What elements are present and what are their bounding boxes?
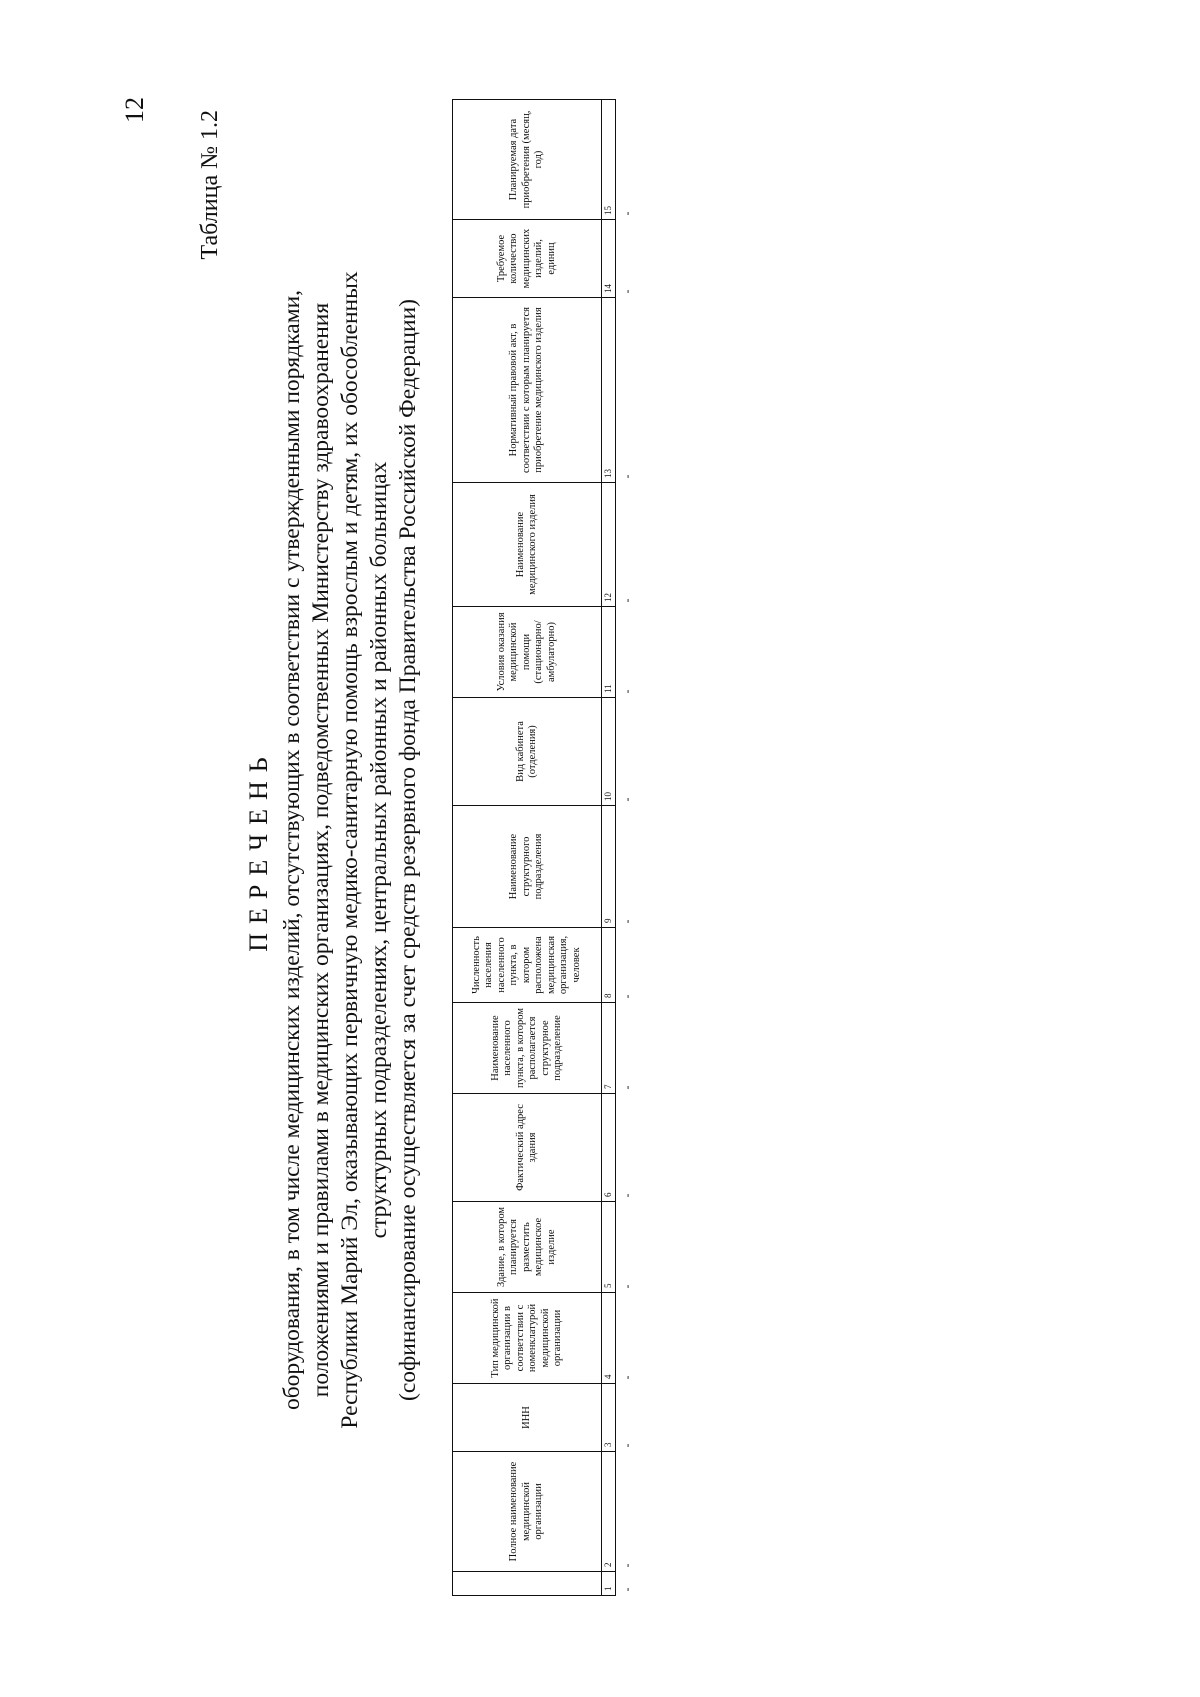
- header-cell: Фактический адрес здания: [453, 1094, 602, 1202]
- subtitle-line: (софинансирование осуществляется за счет средств резервного фонда Правительства Российской Федерации): [395, 299, 421, 1401]
- table-cell: -: [619, 994, 634, 999]
- column-number-cell: 8: [602, 928, 616, 1003]
- landscape-content: [190, 70, 660, 1630]
- table-cell: -: [619, 919, 634, 924]
- column-number-cell: 5: [602, 1202, 616, 1293]
- header-cell: Вид кабинета (отделения): [453, 698, 602, 806]
- table-cell: -: [619, 1375, 634, 1380]
- subtitle-line: Республики Марий Эл, оказывающих первичную медико-санитарную помощь взрослым и детям, их обособленных: [337, 271, 363, 1429]
- column-number-cell: 10: [602, 698, 616, 806]
- header-cell: Наименование медицинского изделия: [453, 483, 602, 607]
- column-number-cell: 11: [602, 607, 616, 698]
- page-number: 12: [120, 97, 149, 123]
- document-subtitle: [278, 70, 423, 1630]
- subtitle-line: положениями и правилами в медицинских организациях, подведомственных Министерству здравоохранения: [308, 302, 334, 1398]
- column-number-cell: 3: [602, 1384, 616, 1452]
- document-heading: ПЕРЕЧЕНЬ: [244, 748, 273, 952]
- table-cell: -: [619, 1443, 634, 1448]
- table-cell: -: [619, 289, 634, 294]
- header-cell: Наименование населенного пункта, в котором располагается структурное подразделение: [453, 1003, 602, 1094]
- table-row: [616, 100, 639, 1596]
- table-cell: -: [619, 211, 634, 216]
- column-number-cell: 13: [602, 298, 616, 483]
- header-cell: [453, 1572, 602, 1596]
- header-cell: Численность населения населенного пункта, в котором расположена медицинская организация, человек: [453, 928, 602, 1003]
- header-cell: Планируемая дата приобретения (месяц, год): [453, 100, 602, 220]
- column-number-cell: 15: [602, 100, 616, 220]
- table-cell: -: [619, 1085, 634, 1090]
- header-cell: Наименование структурного подразделения: [453, 806, 602, 928]
- table-cell: -: [619, 1587, 634, 1592]
- column-number-cell: 14: [602, 220, 616, 298]
- column-number-cell: 7: [602, 1003, 616, 1094]
- table-cell: -: [619, 1193, 634, 1198]
- subtitle-line: структурных подразделениях, центральных районных и районных больницах: [366, 461, 392, 1239]
- column-number-cell: 6: [602, 1094, 616, 1202]
- table-header-row: [453, 100, 602, 1596]
- column-number-cell: 12: [602, 483, 616, 607]
- header-cell: Полное наименование медицинской организации: [453, 1452, 602, 1572]
- table-cell: -: [619, 689, 634, 694]
- table-cell: -: [619, 474, 634, 479]
- column-number-row: [602, 100, 616, 1596]
- column-number-cell: 4: [602, 1293, 616, 1384]
- column-number-cell: 1: [602, 1572, 616, 1596]
- header-cell: Требуемое количество медицинских изделий, единиц: [453, 220, 602, 298]
- header-cell: ИНН: [453, 1384, 602, 1452]
- table-cell: -: [619, 1284, 634, 1289]
- header-cell: Здание, в котором планируется разместить медицинское изделие: [453, 1202, 602, 1293]
- subtitle-line: оборудования, в том числе медицинских изделий, отсутствующих в соответствии с утвержденными порядками,: [279, 289, 305, 1411]
- header-cell: Нормативный правовой акт, в соответствии с которым планируется приобретение медицинского изделия: [453, 298, 602, 483]
- equipment-table: [452, 99, 638, 1596]
- header-cell: Условия оказания медицинской помощи (стационарно/ амбулаторно): [453, 607, 602, 698]
- column-number-cell: 2: [602, 1452, 616, 1572]
- header-cell: Тип медицинской организации в соответствии с номенклатурой медицинской организации: [453, 1293, 602, 1384]
- table-cell: -: [619, 797, 634, 802]
- table-cell: -: [619, 598, 634, 603]
- table-label: Таблица № 1.2: [197, 110, 223, 260]
- column-number-cell: 9: [602, 806, 616, 928]
- table-cell: -: [619, 1563, 634, 1568]
